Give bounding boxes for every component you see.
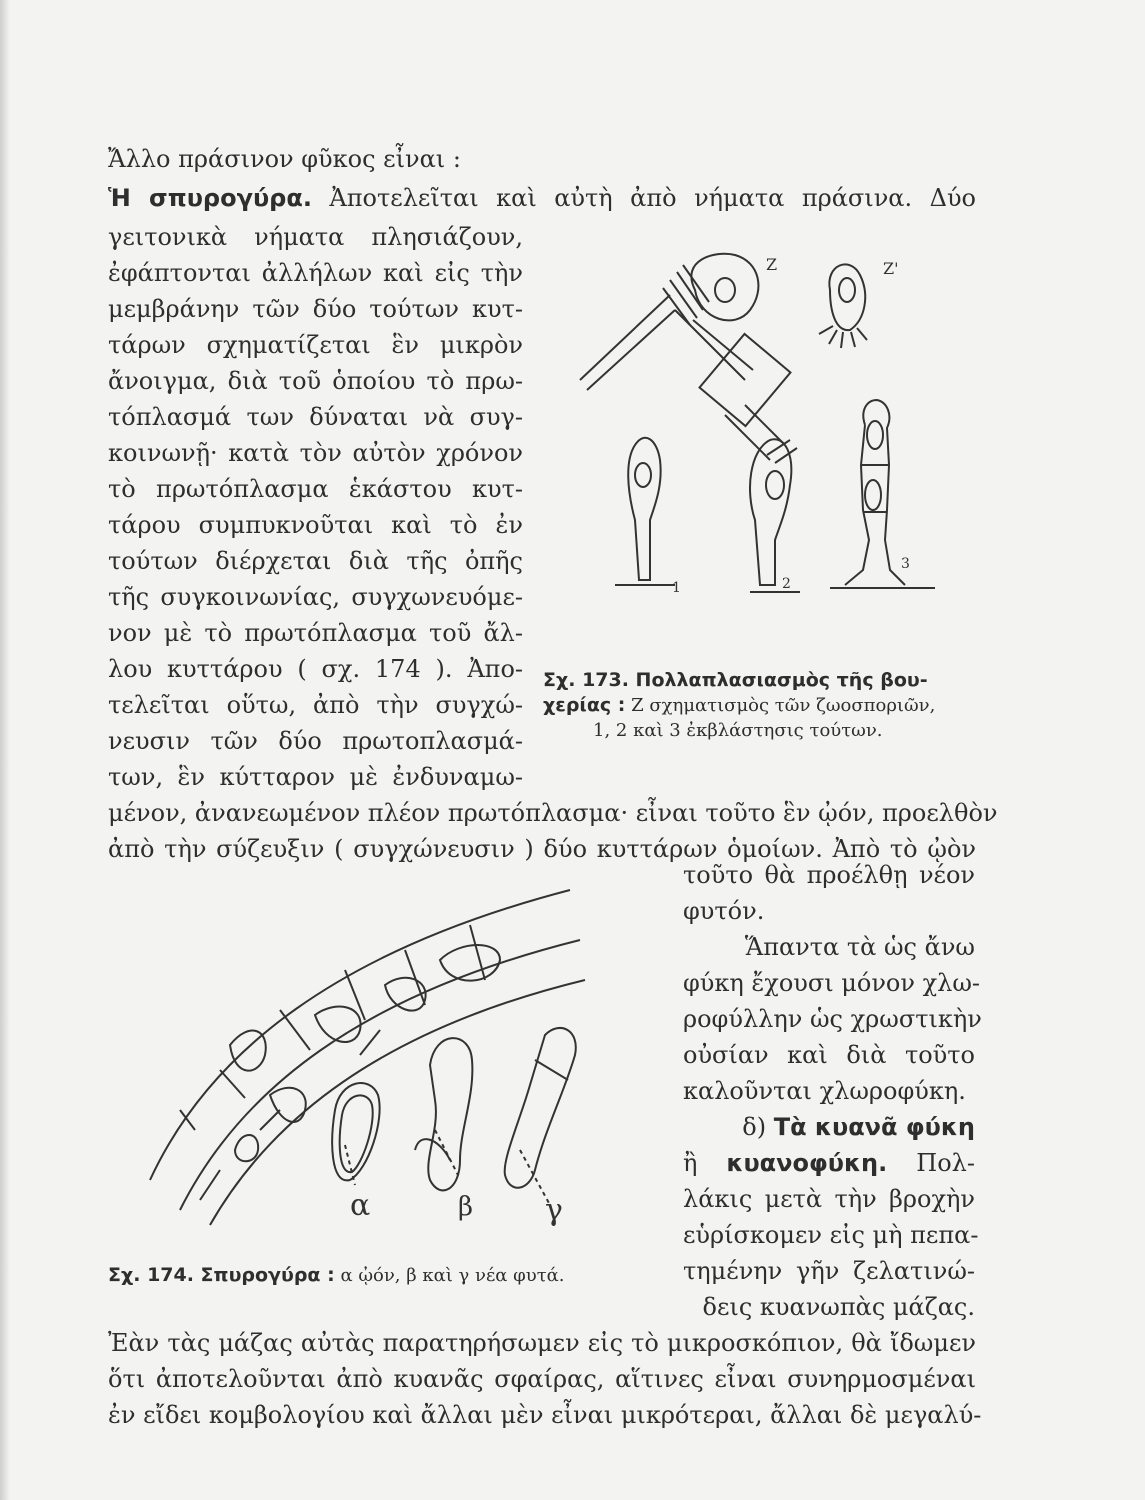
- text-line: ὅτι ἀποτελοῦνται ἀπὸ κυανᾶς σφαίρας, αἵτινες εἶναι συνηρμοσμέναι: [108, 1365, 976, 1393]
- spirogyra-heading: Ἡ σπυρογύρα.: [108, 184, 312, 212]
- figure-173-caption-line3: 1, 2 καὶ 3 ἐκβλάστησις τούτων.: [593, 720, 883, 741]
- figure-174-illustration: [140, 880, 630, 1240]
- label-1: 1: [672, 580, 681, 596]
- text-line: τῆς συγκοινωνίας, συγχωνευόμε-: [108, 583, 523, 611]
- text-line: τὸ πρωτόπλασμα ἑκάστου κυτ-: [108, 475, 523, 503]
- text-line: ἐν εἴδει κομβολογίου καὶ ἄλλαι μὲν εἶναι μικρότεραι, ἄλλαι δὲ μεγαλύ-: [108, 1401, 982, 1429]
- text-line: λου κυττάρου ( σχ. 174 ). Ἀπο-: [108, 655, 523, 683]
- page-edge: [0, 0, 10, 1500]
- figure-174-caption: [108, 1263, 565, 1288]
- text-line: δεις κυανωπὰς μάζας.: [702, 1293, 975, 1321]
- text-line: νευσιν τῶν δύο πρωτοπλασμά-: [108, 727, 523, 755]
- text-line: μένον, ἀνανεωμένον πλέον πρωτόπλασμα· εἶναι τοῦτο ἓν ᾠόν, προελθὸν: [108, 799, 998, 827]
- figure-173-illustration: [575, 250, 980, 605]
- label-2: 2: [782, 576, 791, 592]
- spirogyra-intro: Ἀποτελεῖται καὶ αὐτὴ ἀπὸ νήματα πράσινα. Δύο: [329, 184, 976, 212]
- section-d-heading: [683, 1112, 975, 1143]
- label-gamma: γ: [545, 1193, 563, 1228]
- text-line: τούτων διέρχεται διὰ τῆς ὀπῆς: [108, 547, 523, 575]
- text-line: λάκις μετὰ τὴν βροχὴν: [683, 1185, 975, 1213]
- text-line: μεμβράνην τῶν δύο τούτων κυτ-: [108, 295, 523, 323]
- text-line: καλοῦνται χλωροφύκη.: [683, 1077, 966, 1105]
- text-line: τελεῖται οὕτω, ἀπὸ τὴν συγχώ-: [108, 691, 523, 719]
- text-line: εὑρίσκομεν εἰς μὴ πεπα-: [683, 1221, 979, 1249]
- text-line: φύκη ἔχουσι μόνον χλω-: [683, 969, 981, 997]
- text-line: ἄνοιγμα, διὰ τοῦ ὁποίου τὸ πρω-: [108, 367, 523, 395]
- section-d-prefix: δ): [742, 1113, 767, 1141]
- intro-line: Ἄλλο πράσινον φῦκος εἶναι :: [108, 145, 461, 173]
- figure-173-caption: [543, 668, 981, 743]
- text-line: τοῦτο θὰ προέλθῃ νέον: [683, 861, 975, 889]
- section-d-rest: Πολ-: [916, 1149, 975, 1177]
- section-d-line2: [683, 1148, 975, 1179]
- text-line: των, ἓν κύτταρον μὲ ἐνδυναμω-: [108, 763, 523, 791]
- section-d-or: ἢ: [683, 1149, 698, 1177]
- section-d-title2: κυανοφύκη.: [726, 1149, 888, 1177]
- text-line: τόπλασμά των δύναται νὰ συγ-: [108, 403, 523, 431]
- text-line: κοινωνῇ· κατὰ τὸν αὐτὸν χρόνον: [108, 439, 523, 467]
- text-line: Ἅπαντα τὰ ὡς ἄνω: [744, 933, 975, 961]
- label-z-prime: Z': [883, 259, 899, 278]
- label-3: 3: [901, 556, 910, 572]
- label-beta: β: [458, 1192, 474, 1222]
- text-line: οὐσίαν καὶ διὰ τοῦτο: [683, 1041, 975, 1069]
- text-line: τάρου συμπυκνοῦται καὶ τὸ ἐν: [108, 511, 523, 539]
- label-alpha: α: [350, 1188, 371, 1223]
- text-line: νον μὲ τὸ πρωτόπλασμα τοῦ ἄλ-: [108, 619, 523, 647]
- figure-173-caption-title: Σχ. 173. Πολλαπλασιασμὸς τῆς βου-: [543, 669, 928, 691]
- label-z: Z: [766, 255, 778, 274]
- text-line: Ἐὰν τὰς μάζας αὐτὰς παρατηρήσωμεν εἰς τὸ μικροσκόπιον, θὰ ἴδωμεν: [108, 1329, 976, 1357]
- figure-174-caption-desc: α ᾠόν, β καὶ γ νέα φυτά.: [340, 1265, 565, 1286]
- section-d-title: Τὰ κυανᾶ φύκη: [773, 1113, 975, 1141]
- spirogyra-paragraph-start: [108, 183, 976, 214]
- figure-173-caption-title2: χερίας :: [543, 694, 626, 716]
- text-line: τάρων σχηματίζεται ἓν μικρὸν: [108, 331, 523, 359]
- text-line: ἀπὸ τὴν σύζευξιν ( συγχώνευσιν ) δύο κυττάρων ὁμοίων. Ἀπὸ τὸ ᾠὸν: [108, 835, 976, 863]
- text-line: φυτόν.: [683, 897, 765, 925]
- figure-174-caption-title: Σχ. 174. Σπυρογύρα :: [108, 1264, 335, 1286]
- text-line: γειτονικὰ νήματα πλησιάζουν,: [108, 223, 523, 251]
- text-line: ἐφάπτονται ἀλλήλων καὶ εἰς τὴν: [108, 259, 523, 287]
- figure-173-caption-desc: Z σχηματισμὸς τῶν ζωοσποριῶν,: [631, 695, 936, 716]
- text-line: ροφύλλην ὡς χρωστικὴν: [683, 1005, 982, 1033]
- text-line: τημένην γῆν ζελατινώ-: [683, 1257, 975, 1285]
